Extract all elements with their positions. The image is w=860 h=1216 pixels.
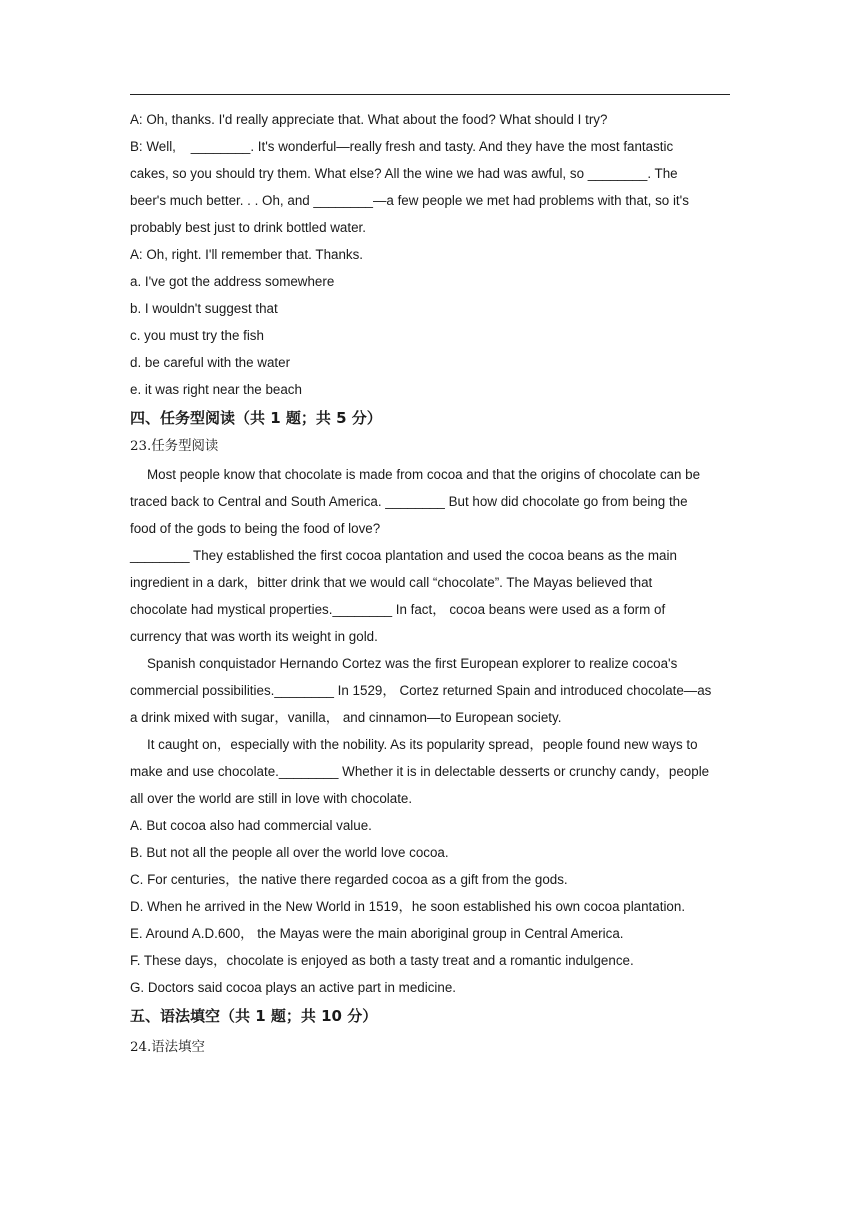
dialogue-option: e. it was right near the beach	[130, 382, 302, 397]
answer-option: A. But cocoa also had commercial value.	[130, 818, 372, 833]
answer-option: E. Around A.D.600， the Mayas were the main aboriginal group in Central America.	[130, 926, 624, 941]
page-content	[130, 106, 730, 1062]
passage-line: all over the world are still in love with chocolate.	[130, 791, 413, 806]
question-number: 23.任务型阅读	[130, 439, 219, 454]
dialogue-line: A: Oh, thanks. I'd really appreciate that. What about the food? What should I try?	[130, 112, 608, 127]
answer-option: B. But not all the people all over the world love cocoa.	[130, 845, 449, 860]
answer-option: F. These days，chocolate is enjoyed as both a tasty treat and a romantic indulgence.	[130, 953, 634, 968]
answer-option: G. Doctors said cocoa plays an active part in medicine.	[130, 980, 456, 995]
dialogue-line: cakes, so you should try them. What else? All the wine we had was awful, so ________. The	[130, 166, 678, 181]
dialogue-option: b. I wouldn't suggest that	[130, 301, 278, 316]
passage-line: ingredient in a dark，bitter drink that we would call “chocolate”. The Mayas believed that	[130, 575, 653, 590]
passage-line: ________ They established the first cocoa plantation and used the cocoa beans as the main	[130, 548, 677, 563]
passage-line: chocolate had mystical properties.________ In fact， cocoa beans were used as a form of	[130, 602, 666, 617]
dialogue-line: B: Well, ________. It's wonderful—really fresh and tasty. And they have the most fantastic	[130, 139, 674, 154]
passage-line: It caught on，especially with the nobility. As its popularity spread，people found new ways to	[147, 737, 698, 752]
passage-line: a drink mixed with sugar，vanilla， and cinnamon—to European society.	[130, 710, 562, 725]
dialogue-line: beer's much better. . . Oh, and ________—a few people we met had problems with that, so it's	[130, 193, 689, 208]
header-rule	[130, 94, 730, 95]
passage-line: make and use chocolate.________ Whether it is in delectable desserts or crunchy candy，people	[130, 764, 710, 779]
dialogue-option: a. I've got the address somewhere	[130, 274, 335, 289]
passage-line: Most people know that chocolate is made from cocoa and that the origins of chocolate can be	[147, 467, 701, 482]
passage-line: commercial possibilities.________ In 1529， Cortez returned Spain and introduced chocolate—as	[130, 683, 712, 698]
passage-line: Spanish conquistador Hernando Cortez was the first European explorer to realize cocoa's	[147, 656, 678, 671]
dialogue-line: A: Oh, right. I'll remember that. Thanks.	[130, 247, 364, 262]
passage-line: currency that was worth its weight in gold.	[130, 629, 378, 644]
question-number: 24.语法填空	[130, 1040, 205, 1055]
dialogue-option: c. you must try the fish	[130, 328, 264, 343]
dialogue-option: d. be careful with the water	[130, 355, 291, 370]
answer-option: D. When he arrived in the New World in 1519，he soon established his own cocoa plantation.	[130, 899, 686, 914]
dialogue-line: probably best just to drink bottled water.	[130, 220, 366, 235]
answer-option: C. For centuries，the native there regarded cocoa as a gift from the gods.	[130, 872, 568, 887]
passage-line: food of the gods to being the food of love?	[130, 521, 381, 536]
section-heading: 四、任务型阅读（共 1 题；共 5 分）	[130, 409, 382, 427]
section-heading: 五、语法填空（共 1 题；共 10 分）	[130, 1007, 378, 1025]
passage-line: traced back to Central and South America. ________ But how did chocolate go from being the	[130, 494, 688, 509]
